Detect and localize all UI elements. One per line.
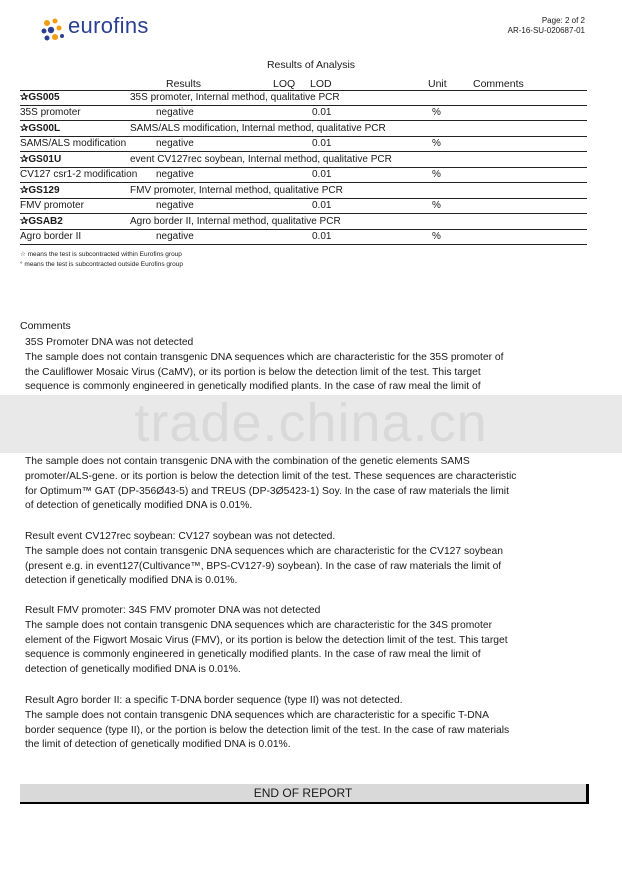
table-row	[20, 184, 587, 199]
result: negative	[156, 200, 194, 211]
eurofins-logo-icon	[40, 17, 66, 43]
test-code: ✰GSAB2	[20, 216, 63, 227]
table-rule	[20, 213, 587, 214]
comment-line: Result event CV127rec soybean: CV127 soybean was not detected.	[25, 531, 336, 542]
comment-35s	[25, 336, 565, 395]
result: negative	[156, 231, 194, 242]
comment-fmv	[25, 604, 565, 678]
test-method: FMV promoter, Internal method, qualitative PCR	[130, 185, 343, 196]
col-lod: LOD	[310, 78, 332, 90]
test-method: 35S promoter, Internal method, qualitative PCR	[130, 92, 340, 103]
lod-value: 0.01	[312, 138, 332, 149]
col-results: Results	[166, 78, 202, 90]
comment-line: The sample does not contain transgenic DNA sequences which are characteristic for the 34S promoter	[25, 619, 493, 631]
table-row	[20, 91, 587, 106]
logo-text: eurofins	[68, 13, 149, 38]
table-rule	[20, 120, 587, 121]
comment-line: (present e.g. in event127(Cultivance™, BPS-CV127-9) soybean). In the case of raw materials the limit of	[25, 560, 502, 572]
comments-heading: Comments	[20, 320, 71, 332]
unit: %	[432, 169, 441, 180]
col-loq: LOQ	[273, 78, 296, 90]
footnote-within: ☆ means the test is subcontracted within Eurofins group	[20, 251, 182, 258]
table-row	[20, 230, 587, 245]
comment-line: Result Agro border II: a specific T-DNA border sequence (type II) was not detected.	[25, 695, 403, 706]
table-row	[20, 199, 587, 214]
comment-line: The sample does not contain transgenic DNA sequences which are characteristic for the 35S promoter of	[25, 351, 504, 363]
comment-line: The sample does not contain transgenic DNA with the combination of the genetic elements SAMS	[25, 456, 470, 467]
lod-value: 0.01	[312, 200, 332, 211]
comment-line: 35S Promoter DNA was not detected	[25, 337, 194, 348]
table-rule	[20, 151, 587, 152]
test-code: ✰GS129	[20, 185, 60, 196]
comment-line: for Optimum™ GAT (DP-356Ø43-5) and TREUS (DP-3Ø5423-1) Soy. In the case of raw materials the limit	[25, 485, 509, 497]
table-row	[20, 106, 587, 121]
table-row	[20, 137, 587, 152]
report-id: AR-16-SU-020687-01	[507, 26, 585, 35]
comment-line: The sample does not contain transgenic DNA sequences which are characteristic for the CV127 soybean	[25, 545, 503, 557]
lod-value: 0.01	[312, 231, 332, 242]
analyte: SAMS/ALS modification	[20, 138, 127, 149]
analyte: Agro border II	[20, 231, 82, 242]
table-row	[20, 153, 587, 168]
test-code: ✰GS005	[20, 92, 60, 103]
comment-line: of detection of genetically modified DNA is 0.01%.	[25, 500, 253, 512]
comment-line: sequence is commonly engineered in genetically modified plants. In the case of raw meal the limit of	[25, 381, 481, 393]
table-rule	[20, 182, 587, 183]
lod-value: 0.01	[312, 107, 332, 118]
end-of-report-banner: END OF REPORT	[20, 784, 589, 804]
col-comments: Comments	[473, 78, 524, 90]
lod-value: 0.01	[312, 169, 332, 180]
comment-line: detection of genetically modified DNA is 0.01%.	[25, 664, 241, 676]
comment-agro	[25, 694, 565, 753]
comment-line: sequence is commonly engineered in genetically modified plants. In the case of raw meal the limit of	[25, 649, 481, 661]
comment-line: the Cauliflower Mosaic Virus (CaMV), or its portion is below the detection limit of the test. This target	[25, 366, 481, 378]
comment-cv127	[25, 530, 565, 589]
comment-line: promoter/ALS-gene. or its portion is below the detection limit of the test. These sequences are characteristic	[25, 470, 517, 482]
table-row	[20, 168, 587, 183]
unit: %	[432, 107, 441, 118]
col-unit: Unit	[428, 78, 447, 90]
table-rule	[20, 244, 587, 245]
comment-line: element of the Figwort Mosaic Virus (FMV), or its portion is below the detection limit of the test. This target	[25, 634, 508, 646]
analyte: FMV promoter	[20, 200, 84, 211]
test-code: ✰GS00L	[20, 123, 61, 134]
analyte: 35S promoter	[20, 107, 81, 118]
test-method: Agro border II, Internal method, qualitative PCR	[130, 216, 341, 227]
comment-line: The sample does not contain transgenic DNA sequences which are characteristic for a specific T-DNA	[25, 709, 489, 721]
table-row	[20, 215, 587, 230]
table-row	[20, 122, 587, 137]
result: negative	[156, 138, 194, 149]
comment-line: Result FMV promoter: 34S FMV promoter DNA was not detected	[25, 605, 321, 616]
comment-sams	[25, 455, 565, 514]
page-info	[508, 16, 585, 36]
comment-line: the limit of detection of genetically modified DNA is 0.01%.	[25, 739, 291, 751]
footnote-outside: ° means the test is subcontracted outside Eurofins group	[20, 261, 184, 268]
test-method: SAMS/ALS modification, Internal method, qualitative PCR	[130, 123, 386, 134]
comment-line: border sequence (type II), or the portion is below the detection limit of the test. In the case of raw materials	[25, 724, 510, 736]
analyte: CV127 csr1-2 modification	[20, 169, 138, 180]
result: negative	[156, 107, 194, 118]
unit: %	[432, 200, 441, 211]
comment-line: detection if genetically modified DNA is 0.01%.	[25, 575, 238, 587]
page-number: Page: 2 of 2	[541, 16, 585, 25]
unit: %	[432, 138, 441, 149]
table-title: Results of Analysis	[266, 59, 356, 71]
result: negative	[156, 169, 194, 180]
test-method: event CV127rec soybean, Internal method, qualitative PCR	[130, 154, 392, 165]
unit: %	[432, 231, 441, 242]
watermark: trade.china.cn	[134, 393, 488, 453]
test-code: ✰GS01U	[20, 154, 62, 165]
